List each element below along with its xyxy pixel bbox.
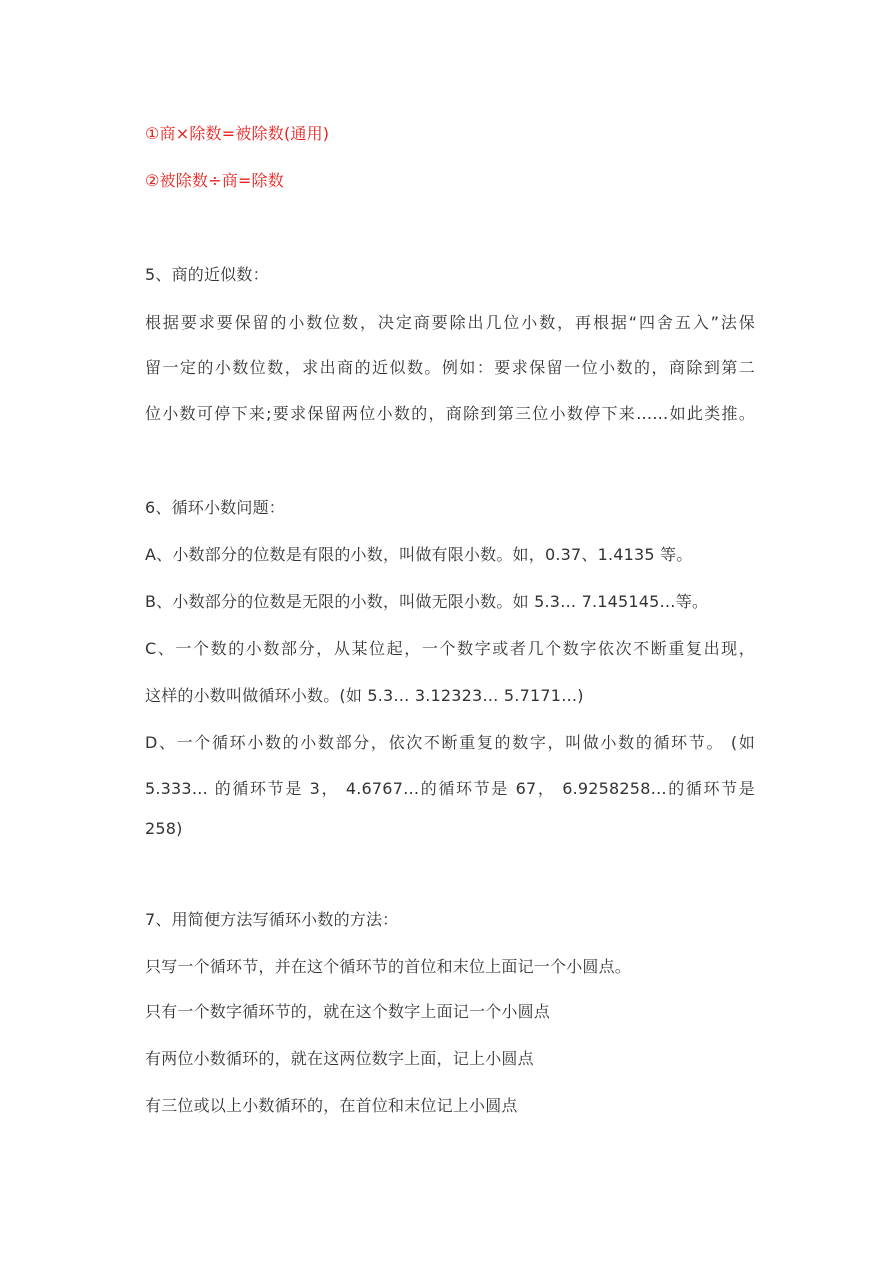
section-6-item-b: B、小数部分的位数是无限的小数，叫做无限小数。如 5.3… 7.145145…等。	[145, 592, 709, 611]
formula-line-2: ②被除数÷商=除数	[145, 171, 284, 190]
section-7-line: 只有一个数字循环节的，就在这个数字上面记一个小圆点	[145, 1002, 551, 1021]
section-7-line: 只写一个循环节，并在这个循环节的首位和末位上面记一个小圆点。	[145, 957, 632, 976]
section-7-line: 有两位小数循环的，就在这两位数字上面，记上小圆点	[145, 1049, 534, 1068]
section-6-item-d-end: 258)	[145, 819, 183, 838]
section-5-heading: 5、商的近似数：	[145, 265, 269, 284]
section-6-item-c: C、一个数的小数部分，从某位起，一个数字或者几个数字依次不断重复出现，	[145, 639, 755, 658]
section-6-item-a: A、小数部分的位数是有限的小数，叫做有限小数。如，0.37、1.4135 等。	[145, 545, 693, 564]
section-6-item-c-continued: 这样的小数叫做循环小数。(如 5.3… 3.12323… 5.7171…)	[145, 686, 584, 705]
formula-line-1: ①商×除数=被除数(通用)	[145, 124, 330, 143]
section-6-heading: 6、循环小数问题：	[145, 498, 285, 517]
section-5-paragraph-line: 位小数可停下来;要求保留两位小数的，商除到第三位小数停下来……如此类推。	[145, 404, 755, 423]
section-7-heading: 7、用简便方法写循环小数的方法：	[145, 910, 399, 929]
section-5-paragraph-line: 根据要求要保留的小数位数，决定商要除出几位小数，再根据“四舍五入”法保	[145, 313, 755, 332]
section-7-line: 有三位或以上小数循环的，在首位和末位记上小圆点	[145, 1096, 518, 1115]
section-6-item-d: D、一个循环小数的小数部分，依次不断重复的数字，叫做小数的循环节。 (如	[145, 733, 755, 752]
section-5-paragraph-line: 留一定的小数位数，求出商的近似数。例如：要求保留一位小数的，商除到第二	[145, 358, 755, 377]
section-6-item-d-continued: 5.333… 的循环节是 3， 4.6767…的循环节是 67， 6.9258258…的循环节是	[145, 779, 755, 798]
